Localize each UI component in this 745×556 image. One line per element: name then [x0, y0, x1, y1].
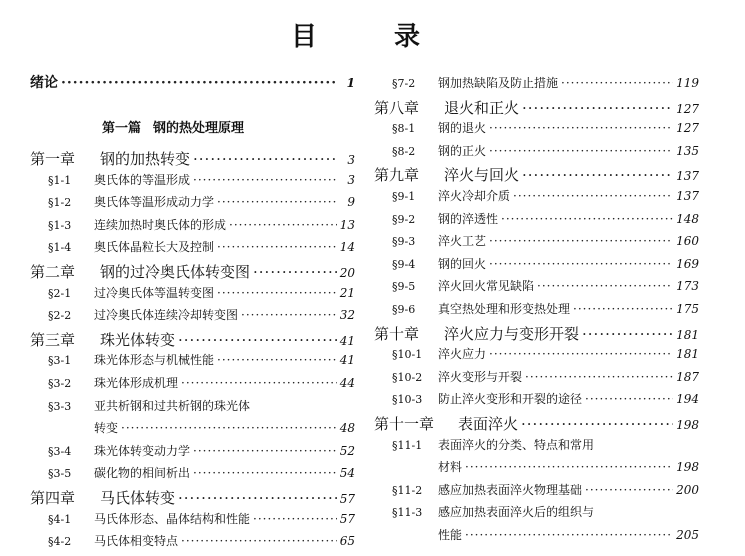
toc-entry-chapter[interactable] — [30, 487, 355, 508]
page-number: 41 — [339, 353, 355, 368]
toc-entry-section[interactable] — [392, 503, 699, 520]
page-number: 173 — [676, 279, 699, 294]
toc-entry-section[interactable] — [48, 284, 355, 301]
toc-entry-section[interactable] — [392, 74, 699, 91]
entry-title: 淬火应力与变形开裂 — [444, 324, 580, 343]
entry-title: 感应加热表面淬火物理基础 — [438, 482, 583, 497]
entry-title: 防止淬火变形和开裂的途径 — [438, 392, 583, 407]
toc-entry-section[interactable] — [48, 171, 355, 188]
toc-entry-section[interactable] — [392, 277, 699, 294]
chapter-number: 第十一章 — [374, 415, 435, 433]
dot-leader — [501, 212, 673, 226]
toc-entry-section[interactable] — [392, 187, 699, 204]
entry-title: 淬火工艺 — [438, 234, 487, 249]
page-number: 137 — [676, 189, 699, 203]
page-number: 137 — [676, 169, 699, 184]
page-number: 20 — [339, 266, 355, 280]
dot-leader — [573, 302, 673, 316]
entry-title: 表面淬火 — [458, 415, 519, 433]
page-number: 32 — [339, 308, 355, 323]
page-number: 21 — [339, 285, 355, 300]
toc-entry-cont[interactable] — [48, 419, 355, 436]
page-number: 205 — [676, 528, 699, 542]
dot-leader — [465, 460, 673, 474]
page-number: 1 — [346, 76, 355, 90]
toc-entry-section[interactable] — [48, 442, 355, 459]
page-number: 119 — [676, 76, 699, 90]
dot-leader — [521, 415, 673, 433]
toc-entry-chapter[interactable] — [374, 97, 699, 118]
section-number: §3-5 — [48, 467, 72, 481]
page-number: 54 — [339, 466, 355, 481]
section-number: §9-2 — [392, 212, 416, 226]
chapter-number: 第十章 — [374, 324, 420, 343]
page-number: 187 — [676, 369, 699, 384]
page-number: 41 — [339, 333, 355, 348]
toc-entry-section[interactable] — [48, 351, 355, 368]
dot-leader — [561, 76, 673, 90]
toc-entry-chapter[interactable] — [30, 329, 355, 350]
entry-title: 过冷奥氏体等温转变图 — [94, 285, 215, 300]
section-number: §8-2 — [392, 144, 416, 158]
chapter-number: 第九章 — [374, 166, 420, 185]
dot-leader — [582, 325, 673, 343]
page-number: 181 — [676, 347, 699, 362]
page-number: 194 — [676, 392, 699, 407]
toc-entry-section[interactable] — [392, 142, 699, 159]
section-number: §7-2 — [392, 77, 416, 90]
page-number: 65 — [339, 534, 355, 549]
page-number: 3 — [347, 172, 355, 187]
dot-leader — [489, 257, 673, 271]
section-number: §9-1 — [392, 190, 416, 203]
section-number: §11-1 — [392, 438, 423, 452]
dot-leader — [178, 489, 337, 507]
toc-entry-section[interactable] — [392, 436, 699, 453]
dot-leader — [525, 370, 673, 384]
entry-title: 感应加热表面淬火后的组织与 — [438, 505, 595, 520]
entry-title: 材料 — [438, 460, 463, 475]
toc-entry-section[interactable] — [48, 397, 355, 414]
toc-entry-chapter[interactable] — [374, 164, 699, 185]
section-number: §3-2 — [48, 377, 72, 390]
entry-title: 淬火回火常见缺陷 — [438, 279, 535, 294]
entry-title: 珠光体形态与机械性能 — [94, 353, 215, 368]
page-number: 198 — [676, 418, 699, 432]
entry-title: 连续加热时奥氏体的形成 — [94, 217, 227, 232]
part-heading — [102, 117, 244, 136]
part-title: 钢的热处理原理 — [153, 121, 245, 136]
entry-title: 马氏体转变 — [100, 489, 176, 507]
section-number: §10-2 — [392, 370, 423, 384]
dot-leader — [193, 173, 338, 187]
section-number: §10-3 — [392, 393, 423, 407]
toc-entry-chapter[interactable] — [374, 413, 699, 434]
entry-title: 淬火变形与开裂 — [438, 369, 523, 384]
page-number: 127 — [676, 101, 699, 116]
page-title: 目 录 — [290, 22, 455, 52]
entry-title: 退火和正火 — [444, 98, 520, 117]
page-number: 175 — [676, 302, 699, 316]
dot-leader — [537, 279, 673, 293]
toc-entry-section[interactable] — [392, 119, 699, 136]
toc-entry-section[interactable] — [48, 306, 355, 323]
section-number: §3-1 — [48, 354, 72, 368]
toc-entry-intro[interactable] — [30, 72, 355, 92]
section-number: §1-1 — [48, 173, 72, 187]
page-number: 9 — [347, 195, 355, 210]
toc-entry-section[interactable] — [48, 374, 355, 391]
page-number: 13 — [339, 217, 355, 232]
dot-leader — [193, 150, 338, 168]
page-number: 169 — [676, 256, 699, 271]
page-number: 44 — [339, 376, 355, 390]
dot-leader — [522, 99, 673, 117]
page-number: 3 — [347, 153, 355, 167]
entry-title: 淬火应力 — [438, 347, 487, 362]
dot-leader — [585, 392, 673, 406]
section-number: §1-3 — [48, 218, 72, 232]
toc-entry-section[interactable] — [392, 210, 699, 227]
section-number: §10-1 — [392, 348, 423, 362]
dot-leader — [229, 218, 337, 232]
entry-title: 钢的回火 — [438, 256, 487, 271]
toc-entry-section[interactable] — [48, 193, 355, 210]
page-number: 14 — [339, 240, 355, 255]
page-number: 198 — [676, 460, 699, 475]
entry-title: 淬火冷却介质 — [438, 189, 511, 203]
dot-leader — [522, 166, 673, 184]
toc-entry-section[interactable] — [392, 345, 699, 362]
entry-title: 钢的退火 — [438, 121, 487, 136]
entry-title: 表面淬火的分类、特点和常用 — [438, 437, 595, 452]
page-number: 57 — [339, 511, 355, 526]
section-number: §1-2 — [48, 196, 72, 210]
entry-title: 钢加热缺陷及防止措施 — [438, 76, 559, 90]
toc-entry-chapter[interactable] — [374, 323, 699, 344]
entry-title: 过冷奥氏体连续冷却转变图 — [94, 308, 239, 323]
page-number: 127 — [676, 121, 699, 136]
page-number: 135 — [676, 143, 699, 158]
entry-title: 珠光体形成机理 — [94, 376, 179, 390]
dot-leader — [61, 75, 338, 91]
toc-entry-section[interactable] — [392, 481, 699, 498]
dot-leader — [181, 376, 337, 390]
toc-entry-section[interactable] — [392, 300, 699, 317]
dot-leader — [217, 353, 337, 367]
toc-entry-section[interactable] — [48, 238, 355, 255]
entry-title: 钢的正火 — [438, 143, 487, 158]
section-number: §4-2 — [48, 535, 72, 549]
toc-entry-section[interactable] — [48, 532, 355, 549]
toc-entry-section[interactable] — [392, 390, 699, 407]
chapter-number: 第四章 — [30, 489, 76, 507]
toc-entry-cont[interactable] — [392, 458, 699, 475]
section-number: §3-3 — [48, 399, 72, 413]
entry-title: 珠光体转变 — [100, 330, 176, 349]
chapter-number: 第三章 — [30, 330, 76, 349]
page-number: 200 — [676, 482, 699, 497]
dot-leader — [181, 534, 337, 548]
chapter-number: 第二章 — [30, 263, 76, 281]
toc-entry-section[interactable] — [392, 255, 699, 272]
dot-leader — [193, 444, 337, 458]
entry-title: 转变 — [94, 421, 119, 436]
section-number: §2-1 — [48, 286, 72, 300]
dot-leader — [253, 512, 337, 526]
entry-title: 绪论 — [30, 75, 58, 91]
entry-title: 钢的加热转变 — [100, 150, 191, 168]
toc-entry-chapter[interactable] — [30, 261, 355, 282]
entry-title: 钢的淬透性 — [438, 211, 499, 226]
entry-title: 真空热处理和形变热处理 — [438, 302, 571, 316]
section-number: §4-1 — [48, 512, 72, 526]
chapter-number: 第八章 — [374, 98, 420, 117]
section-number: §9-5 — [392, 280, 416, 294]
dot-leader — [489, 234, 673, 248]
page-number: 57 — [339, 492, 355, 506]
dot-leader — [217, 240, 337, 254]
entry-title: 奥氏体的等温形成 — [94, 172, 191, 187]
entry-title: 碳化物的相间析出 — [94, 466, 191, 481]
page-number: 48 — [339, 421, 355, 436]
dot-leader — [241, 308, 337, 322]
entry-title: 奥氏体晶粒长大及控制 — [94, 240, 215, 255]
page-number: 160 — [676, 234, 699, 249]
section-number: §3-4 — [48, 444, 72, 458]
dot-leader — [193, 466, 337, 480]
toc-entry-section[interactable] — [48, 216, 355, 233]
section-number: §1-4 — [48, 241, 72, 255]
section-number: §2-2 — [48, 309, 72, 323]
toc-entry-section[interactable] — [48, 510, 355, 527]
entry-title: 亚共析钢和过共析钢的珠光体 — [94, 398, 251, 413]
section-number: §9-4 — [392, 257, 416, 271]
toc-entry-cont[interactable] — [392, 526, 699, 543]
section-number: §11-3 — [392, 506, 423, 520]
dot-leader — [585, 483, 673, 497]
page-number: 148 — [676, 211, 699, 226]
dot-leader — [121, 421, 337, 435]
entry-title: 奥氏体等温形成动力学 — [94, 195, 215, 210]
toc-entry-chapter[interactable] — [30, 148, 355, 169]
dot-leader — [217, 195, 338, 209]
entry-title: 马氏体形态、晶体结构和性能 — [94, 511, 251, 526]
entry-title: 淬火与回火 — [444, 166, 520, 185]
page-number: 181 — [676, 327, 699, 342]
section-number: §9-6 — [392, 303, 416, 316]
entry-title: 马氏体相变特点 — [94, 534, 179, 549]
entry-title: 性能 — [438, 528, 463, 542]
dot-leader — [465, 528, 673, 542]
dot-leader — [489, 121, 673, 135]
toc-entry-section[interactable] — [392, 368, 699, 385]
dot-leader — [513, 189, 673, 203]
section-number: §11-2 — [392, 483, 423, 497]
dot-leader — [178, 331, 337, 349]
entry-title: 珠光体转变动力学 — [94, 443, 191, 458]
dot-leader — [253, 263, 337, 281]
page-number: 52 — [339, 443, 355, 458]
toc-entry-section[interactable] — [48, 464, 355, 481]
entry-title: 钢的过冷奥氏体转变图 — [100, 263, 251, 281]
toc-entry-section[interactable] — [392, 232, 699, 249]
dot-leader — [489, 347, 673, 361]
chapter-number: 第一章 — [30, 150, 76, 168]
section-number: §9-3 — [392, 235, 416, 249]
dot-leader — [217, 286, 337, 300]
dot-leader — [489, 144, 673, 158]
part-label: 第一篇 — [102, 121, 142, 136]
section-number: §8-1 — [392, 122, 416, 136]
